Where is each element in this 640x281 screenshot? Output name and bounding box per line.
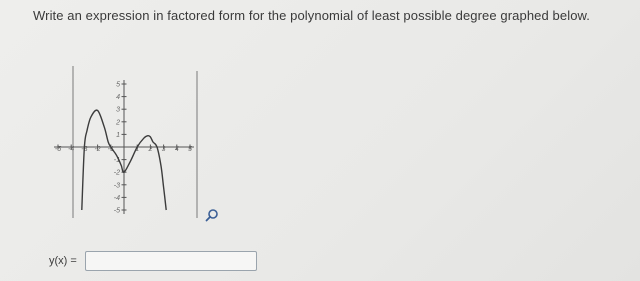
x-tick-label: 5: [188, 146, 192, 153]
polynomial-graph: [25, 36, 255, 241]
answer-label: y(x) =: [49, 255, 77, 267]
answer-input[interactable]: [85, 251, 257, 271]
x-tick-label: 2: [148, 146, 153, 153]
x-tick-label: 3: [161, 146, 166, 153]
x-tick-label: -3: [81, 146, 88, 153]
magnifier-icon[interactable]: [207, 210, 218, 221]
x-tick-label: 1: [135, 146, 140, 153]
x-tick-label: -4: [68, 146, 75, 153]
axes: [54, 80, 194, 214]
y-tick-label: 2: [116, 119, 120, 127]
answer-row: [49, 249, 257, 273]
graph-canvas: [25, 36, 255, 241]
y-tick-label: -2: [113, 169, 120, 177]
question-prompt: Write an expression in factored form for the polynomial of least possible degree graphed below.: [33, 8, 591, 23]
x-tick-label: 4: [174, 146, 179, 153]
y-tick-label: 3: [116, 106, 120, 114]
x-tick-label: -2: [94, 146, 101, 153]
tick-labels: [55, 82, 192, 215]
x-tick-label: -5: [54, 146, 62, 153]
y-tick-label: 5: [116, 81, 120, 89]
y-tick-label: -1: [113, 157, 120, 165]
y-tick-label: 1: [116, 131, 120, 139]
y-tick-label: -3: [113, 182, 120, 190]
y-tick-label: -5: [113, 207, 120, 215]
y-tick-label: 4: [116, 94, 120, 102]
y-tick-label: -4: [113, 194, 120, 202]
x-tick-label: -1: [107, 146, 114, 153]
